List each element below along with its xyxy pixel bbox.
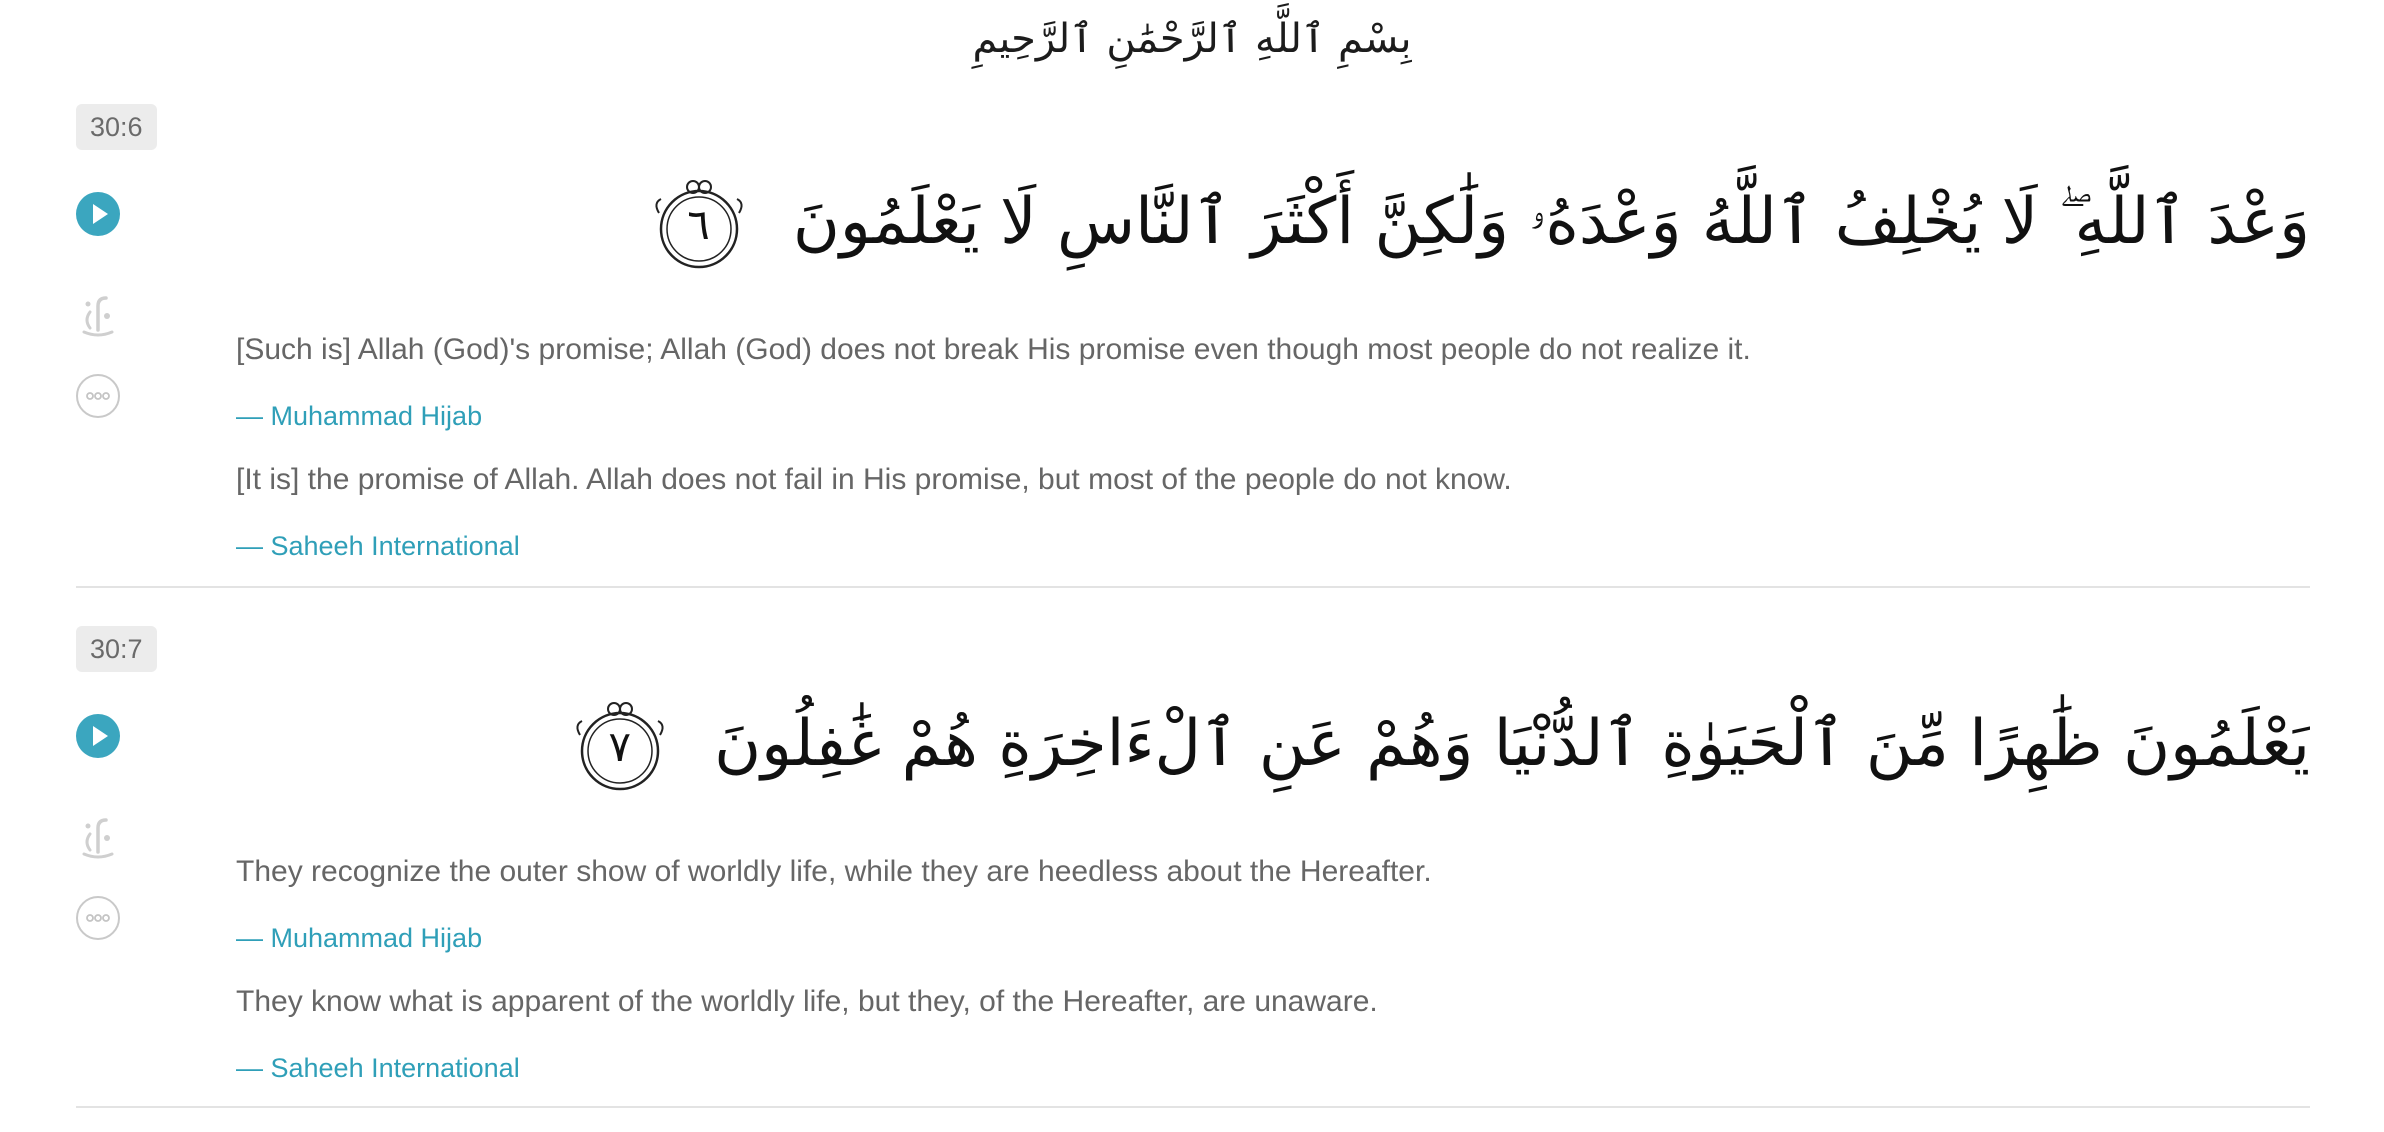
verse-arabic-text xyxy=(236,684,2310,804)
more-options-icon[interactable] xyxy=(76,374,120,418)
verse-card xyxy=(76,626,2310,1108)
bismillah-heading: بِسْمِ ٱللَّهِ ٱلرَّحْمَٰنِ ٱلرَّحِيمِ xyxy=(972,16,1412,62)
arabic-text: وَعْدَ ٱللَّهِ ۖ لَا يُخْلِفُ ٱللَّهُ وَعْدَهُۥ وَلَٰكِنَّ أَكْثَرَ ٱلنَّاسِ لَا يَعْلَمُونَ xyxy=(792,185,2310,259)
verse-key-badge[interactable]: 30:7 xyxy=(76,626,157,672)
translator-link[interactable]: — Saheeh International xyxy=(236,1053,520,1083)
tafsir-icon[interactable] xyxy=(76,292,120,342)
translator-link[interactable]: — Muhammad Hijab xyxy=(236,923,483,953)
translator-link[interactable]: — Muhammad Hijab xyxy=(236,401,483,431)
verse-arabic-text xyxy=(236,162,2310,282)
translation-text: [It is] the promise of Allah. Allah does not fail in His promise, but most of the people do not know. xyxy=(236,463,1512,496)
ayah-number: ٧ xyxy=(608,722,632,772)
translation-text: [Such is] Allah (God)'s promise; Allah (God) does not break His promise even though most people do not realize it. xyxy=(236,333,1751,366)
ayah-end-marker xyxy=(647,173,751,277)
arabic-text: يَعْلَمُونَ ظَٰهِرًا مِّنَ ٱلْحَيَوٰةِ ٱلدُّنْيَا وَهُمْ عَنِ ٱلْءَاخِرَةِ هُمْ غَٰفِلُونَ xyxy=(714,707,2310,781)
translator-link[interactable]: — Saheeh International xyxy=(236,531,520,561)
verse-key-badge[interactable]: 30:6 xyxy=(76,104,157,150)
tafsir-icon[interactable] xyxy=(76,814,120,864)
play-icon[interactable] xyxy=(76,192,120,236)
play-icon[interactable] xyxy=(76,714,120,758)
more-options-icon[interactable] xyxy=(76,896,120,940)
translation-text: They know what is apparent of the worldly life, but they, of the Hereafter, are unaware. xyxy=(236,985,1378,1018)
ayah-number: ٦ xyxy=(687,200,710,250)
translation-text: They recognize the outer show of worldly life, while they are heedless about the Hereafter. xyxy=(236,855,1432,888)
ayah-end-marker xyxy=(568,695,672,799)
verse-card xyxy=(76,104,2310,588)
